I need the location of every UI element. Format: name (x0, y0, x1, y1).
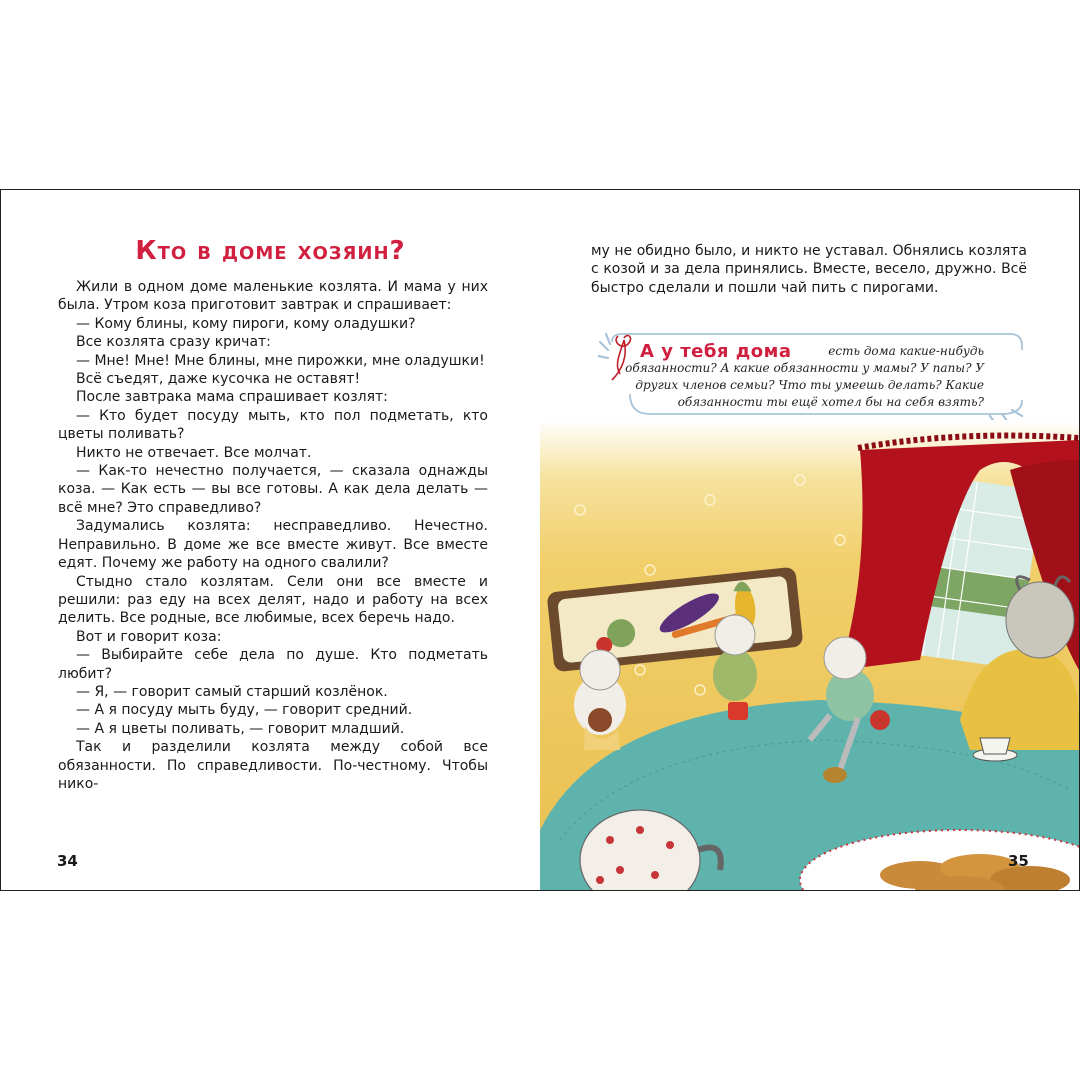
question-box (598, 330, 1028, 420)
right-page (540, 190, 1079, 890)
paragraph: — Кто будет посуду мыть, кто пол подметать, кто цветы поливать? (58, 407, 488, 443)
paragraph: — Я, — говорит самый старший козлёнок. (76, 683, 388, 700)
paragraph: Задумались козлята: несправедливо. Нечестно. Неправильно. В доме же все вместе живут. Все вместе едят. Почему же работу на одного свалили? (58, 518, 488, 572)
question-lead: есть дома какие-нибудь (828, 344, 984, 358)
paragraph: — Кому блины, кому пироги, кому оладушки? (76, 315, 416, 332)
paragraph: Стыдно стало козлятам. Сели они все вместе и решили: раз еду на всех делят, надо и работу на всех делить. Все родные, все любимые, всех беречь надо. (58, 573, 488, 627)
paragraph: Все козлята сразу кричат: (76, 334, 271, 351)
page-number-left: 34 (57, 852, 78, 870)
paragraph: Всё съедят, даже кусочка не оставят! (76, 371, 361, 388)
paragraph: — Выбирайте себе дела по душе. Кто подметать любит? (58, 647, 488, 682)
question-heading: А у тебя дома (640, 341, 792, 362)
paragraph: — Мне! Мне! Мне блины, мне пирожки, мне оладушки! (76, 352, 485, 369)
left-page (1, 190, 540, 890)
question-text (608, 343, 984, 411)
story-text (58, 278, 488, 793)
paragraph: Никто не отвечает. Все молчат. (76, 444, 312, 461)
paragraph: му не обидно было, и никто не уставал. Обнялись козлята с козой и за дела принялись. Вместе, весело, дружно. Всё быстро сделали и пошли чай пить с пирогами. (591, 243, 1027, 296)
book-spread (0, 189, 1080, 891)
page-number-right: 35 (1008, 852, 1029, 870)
question-body: обязанности? А какие обязанности у мамы? У папы? У других членов семьи? Что ты умеешь делать? Какие обязанности ты ещё хотел бы на себя взять? (625, 361, 984, 409)
paragraph: После завтрака мама спрашивает козлят: (76, 389, 388, 406)
paragraph: — Как-то нечестно получается, — сказала однажды коза. — Как есть — вы все готовы. А как дела делать — всё мне? Это справедливо? (58, 463, 488, 516)
paragraph: — А я посуду мыть буду, — говорит средний. (76, 702, 413, 719)
paragraph: — А я цветы поливать, — говорит младший. (76, 720, 405, 737)
paragraph: Жили в одном доме маленькие козлята. И мама у них была. Утром коза приготовит завтрак и спрашивает: (58, 279, 488, 314)
story-text-continued (591, 242, 1027, 297)
paragraph: Вот и говорит коза: (76, 628, 222, 645)
illustration-goats-tea (540, 420, 1079, 890)
story-title: Кто в доме хозяин? (135, 236, 406, 266)
paragraph: Так и разделили козлята между собой все обязанности. По справедливости. По-честному. Чтобы нико- (58, 739, 488, 792)
